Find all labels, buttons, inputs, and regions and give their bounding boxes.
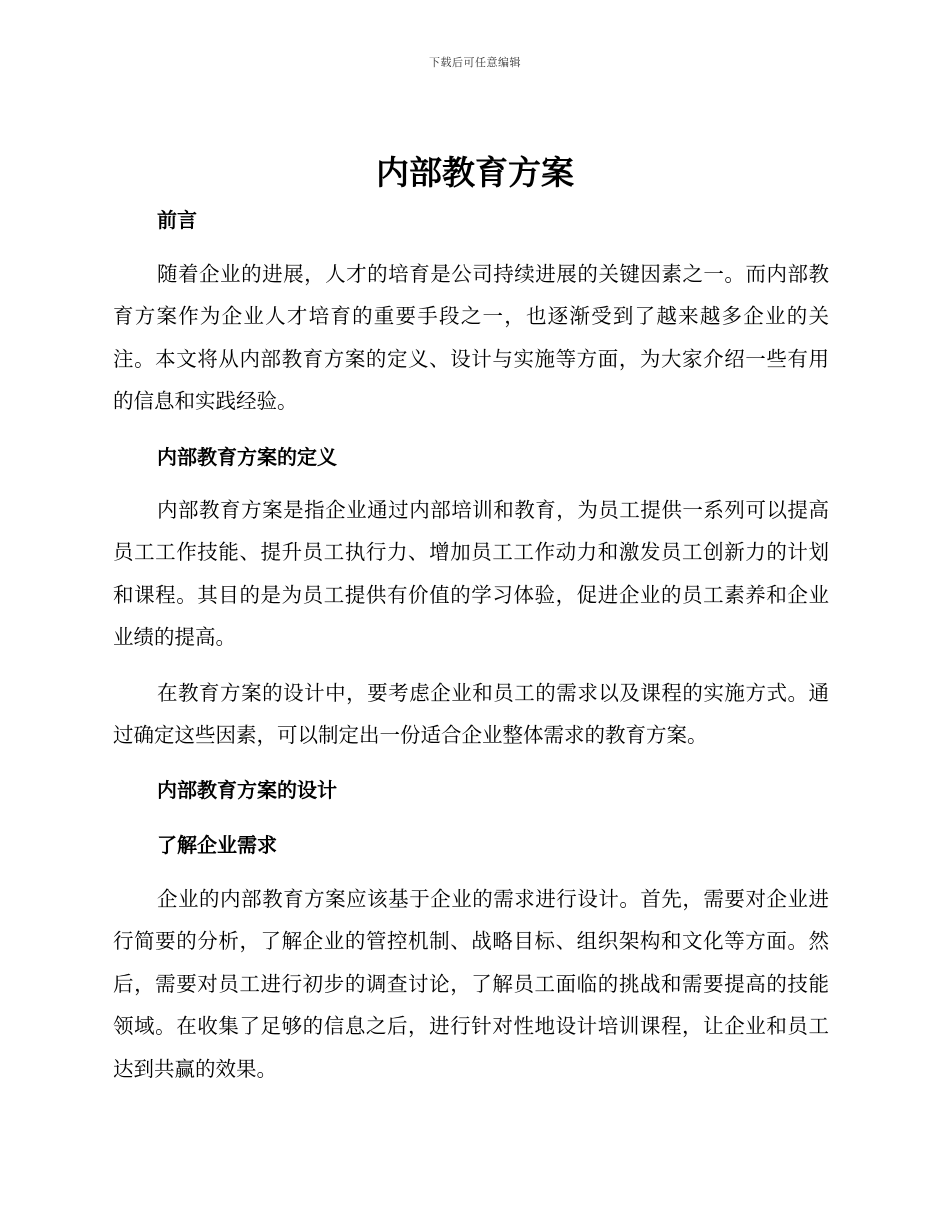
definition-paragraph-1: 内部教育方案是指企业通过内部培训和教育，为员工提供一系列可以提高员工工作技能、提升员工执行力、增加员工工作动力和激发员工创新力的计划和课程。其目的是为员工提供有价值的学习体验，促进企业的员工素养和企业业绩的提高。 <box>113 498 829 650</box>
needs-paragraph: 企业的内部教育方案应该基于企业的需求进行设计。首先，需要对企业进行简要的分析，了解企业的管控机制、战略目标、组织架构和文化等方面。然后，需要对员工进行初步的调查讨论，了解员工面临的挑战和需要提高的技能领域。在收集了足够的信息之后，进行针对性地设计培训课程，让企业和员工达到共赢的效果。 <box>113 887 829 1081</box>
definition-paragraph-2: 在教育方案的设计中，要考虑企业和员工的需求以及课程的实施方式。通过确定这些因素，可以制定出一份适合企业整体需求的教育方案。 <box>113 681 829 748</box>
preface-paragraph: 随着企业的进展，人才的培育是公司持续进展的关键因素之一。而内部教育方案作为企业人才培育的重要手段之一，也逐渐受到了越来越多企业的关注。本文将从内部教育方案的定义、设计与实施等方面，为大家介绍一些有用的信息和实践经验。 <box>113 262 829 414</box>
document-title: 内部教育方案 <box>376 153 574 192</box>
definition-heading: 内部教育方案的定义 <box>157 445 337 469</box>
page-header-note: 下载后可任意编辑 <box>429 56 521 69</box>
needs-heading: 了解企业需求 <box>157 833 277 857</box>
preface-heading: 前言 <box>157 208 197 232</box>
design-heading: 内部教育方案的设计 <box>157 778 337 802</box>
